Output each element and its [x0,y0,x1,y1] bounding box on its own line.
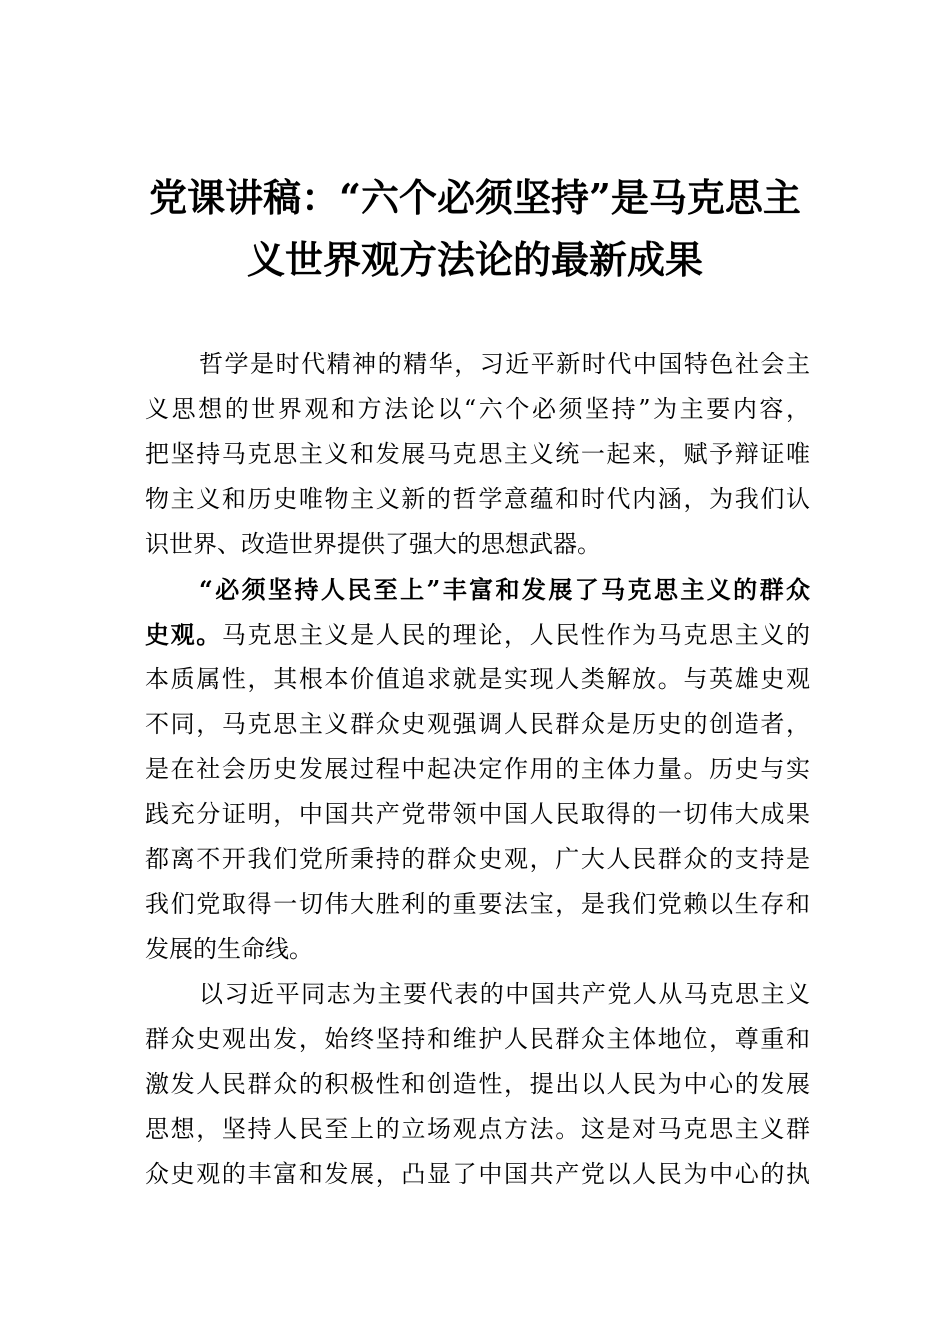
paragraph-line [145,612,810,657]
section-heading-end: 史观。 [145,620,222,649]
section-heading: “必须坚持人民至上”丰富和发展了马克思主义的群众 [199,575,810,604]
paragraph-line: 以习近平同志为主要代表的中国共产党人从马克思主义 [199,980,810,1008]
paragraph-line: 本质属性，其根本价值追求就是实现人类解放。与英雄史观 [145,665,810,693]
paragraph-line: 都离不开我们党所秉持的群众史观，广大人民群众的支持是 [145,845,810,873]
paragraph-line: 物主义和历史唯物主义新的哲学意蕴和时代内涵，为我们认 [145,485,810,513]
paragraph-line: 是在社会历史发展过程中起决定作用的主体力量。历史与实 [145,755,810,783]
paragraph-line: 群众史观出发，始终坚持和维护人民群众主体地位，尊重和 [145,1025,810,1053]
document-title-line-1: 党课讲稿：“六个必须坚持”是马克思主 [149,175,801,220]
paragraph-line: 义思想的世界观和方法论以“六个必须坚持”为主要内容， [145,395,810,423]
paragraph-line: 不同，马克思主义群众史观强调人民群众是历史的创造者， [145,710,810,738]
document-title-line-2: 义世界观方法论的最新成果 [246,237,703,282]
paragraph-line: 哲学是时代精神的精华，习近平新时代中国特色社会主 [199,350,810,378]
paragraph-people-first [145,567,810,972]
paragraph-line: 践充分证明，中国共产党带领中国人民取得的一切伟大成果 [145,800,810,828]
paragraph-line: 把坚持马克思主义和发展马克思主义统一起来，赋予辩证唯 [145,440,810,468]
paragraph-line: 发展的生命线。 [145,935,313,963]
paragraph-line: 思想，坚持人民至上的立场观点方法。这是对马克思主义群 [145,1115,810,1143]
paragraph-intro [145,342,810,567]
paragraph-people-centered [145,972,810,1197]
paragraph-line: 我们党取得一切伟大胜利的重要法宝，是我们党赖以生存和 [145,890,810,918]
document-body [145,342,810,1197]
paragraph-line-rest: 马克思主义是人民的理论，人民性作为马克思主义的 [221,621,811,649]
paragraph-line: 众史观的丰富和发展，凸显了中国共产党以人民为中心的执 [145,1160,810,1188]
paragraph-line: 识世界、改造世界提供了强大的思想武器。 [145,530,601,558]
paragraph-line: 激发人民群众的积极性和创造性，提出以人民为中心的发展 [145,1070,810,1098]
